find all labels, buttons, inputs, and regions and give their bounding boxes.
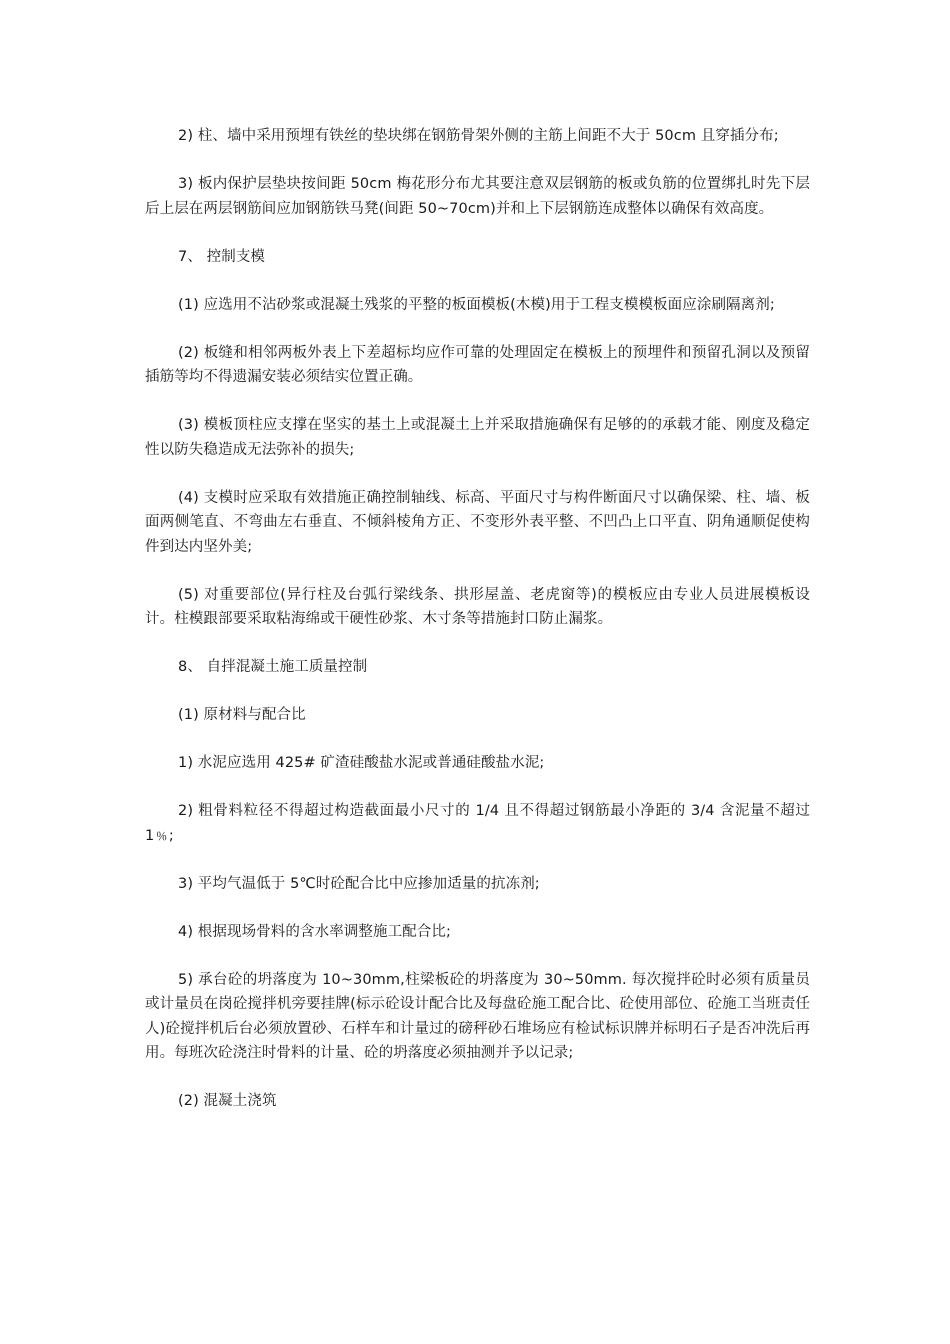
- paragraph-materials-1: 1) 水泥应选用 425# 矿渣硅酸盐水泥或普通硅酸盐水泥;: [178, 755, 545, 771]
- paragraph-materials-2: 2) 粗骨料粒径不得超过构造截面最小尺寸的 1/4 且不得超过钢筋最小净距的 3/4 含泥量不超过 1﹪;: [145, 803, 810, 844]
- paragraph-formwork-5: (5) 对重要部位(异行柱及台弧行梁线条、拱形屋盖、老虎窗等)的模板应由专业人员进展模板设计。柱模跟部要采取粘海绵或干硬性砂浆、木寸条等措施封口防止漏浆。: [145, 586, 810, 627]
- paragraph-formwork-4: (4) 支模时应采取有效措施正确控制轴线、标高、平面尺寸与构件断面尺寸以确保梁、柱、墙、板面两侧笔直、不弯曲左右垂直、不倾斜棱角方正、不变形外表平整、不凹凸上口平直、阴角通顺促使构件到达内坚外美;: [145, 489, 810, 555]
- paragraph-2-column-spacers: 2) 柱、墙中采用预埋有铁丝的垫块绑在钢筋骨架外侧的主筋上间距不大于 50cm 且穿插分布;: [178, 128, 779, 144]
- paragraph-materials-3: 3) 平均气温低于 5℃时砼配合比中应掺加适量的抗冻剂;: [178, 875, 540, 892]
- paragraph-formwork-1: (1) 应选用不沾砂浆或混凝土残浆的平整的板面模板(木模)用于工程支模模板面应涂刷隔离剂;: [178, 296, 775, 313]
- document-body: [145, 124, 810, 1137]
- paragraph-materials-5: 5) 承台砼的坍落度为 10~30mm,柱梁板砼的坍落度为 30~50mm. 每次搅拌砼时必须有质量员或计量员在岗砼搅拌机旁要挂牌(标示砼设计配合比及每盘砼施工配合比、砼使用部位、砼施工当班责任人)砼搅拌机后台必须放置砂、石样车和计量过的磅秤砂石堆场应有检试标识牌并标明石子是否冲洗后再用。每班次砼浇注时骨料的计量、砼的坍落度必须抽测并予以记录;: [145, 971, 810, 1061]
- paragraph-formwork-2: (2) 板缝和相邻两板外表上下差超标均应作可靠的处理固定在模板上的预埋件和预留孔洞以及预留插筋等均不得遗漏安装必须结实位置正确。: [145, 344, 810, 385]
- paragraph-3-slab-spacers: 3) 板内保护层垫块按间距 50cm 梅花形分布尤其要注意双层钢筋的板或负筋的位置绑扎时先下层后上层在两层钢筋间应加钢筋铁马凳(间距 50~70cm)并和上下层钢筋连成整体以确保有效高度。: [145, 176, 810, 217]
- paragraph-formwork-3: (3) 模板顶柱应支撑在坚实的基土上或混凝土上并采取措施确保有足够的的承载才能、刚度及稳定性以防失稳造成无法弥补的损失;: [145, 417, 810, 458]
- subsection-heading-pouring: (2) 混凝土浇筑: [178, 1093, 277, 1109]
- section-heading-7: 7、 控制支模: [178, 248, 266, 265]
- paragraph-materials-4: 4) 根据现场骨料的含水率调整施工配合比;: [178, 923, 451, 940]
- section-heading-8: 8、 自拌混凝土施工质量控制: [178, 659, 368, 675]
- subsection-heading-materials: (1) 原材料与配合比: [178, 707, 306, 723]
